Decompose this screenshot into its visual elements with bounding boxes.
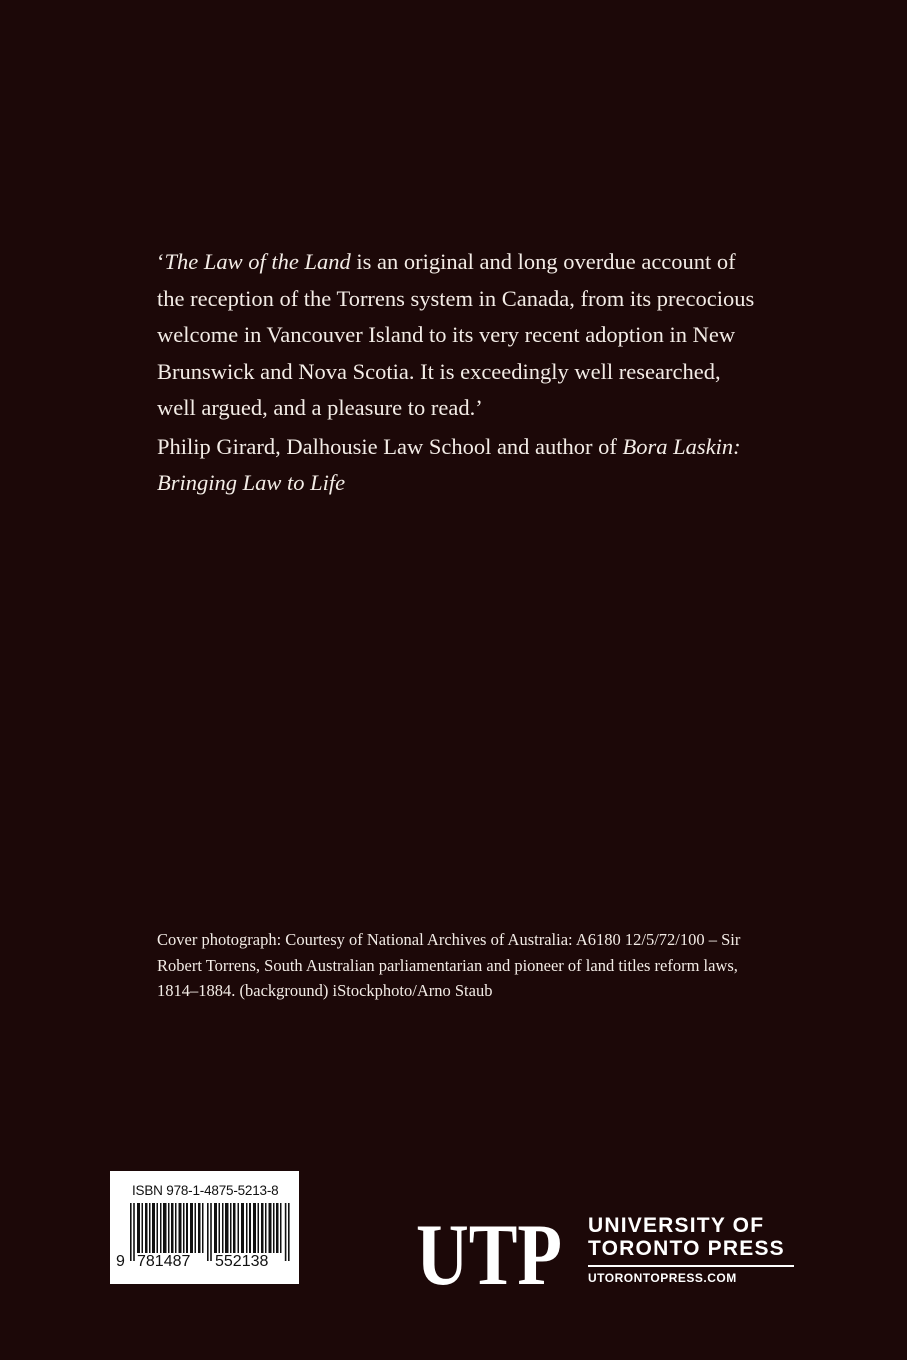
logo-divider	[588, 1265, 794, 1267]
quote-attribution	[157, 429, 757, 502]
isbn-barcode	[110, 1171, 299, 1284]
isbn-label: ISBN 978-1-4875-5213-8	[132, 1183, 279, 1198]
barcode-digit-group-2: 552138	[215, 1253, 269, 1270]
barcode-digit-group-1: 781487	[137, 1253, 191, 1270]
utp-logo-mark	[416, 1207, 566, 1304]
cover-credits: Cover photograph: Courtesy of National Archives of Australia: A6180 12/5/72/100 – Sir Robert Torrens, South Australian parliamentarian and pioneer of land titles reform laws, 1814–1884. (background) iStockphoto/Arno Staub	[157, 930, 741, 1000]
utp-mark-text: UTP	[416, 1207, 562, 1304]
quote-text: is an original and long overdue account of the reception of the Torrens system in Canada, from its precocious welcome in Vancouver Island to its very recent adoption in New Brunswick and Nova Scotia. It is exceedingly well researched, well argued, and a pleasure to read.’	[157, 249, 755, 420]
attribution-work-title: Bora Laskin: Bringing Law to Life	[157, 433, 741, 495]
review-quote-block	[157, 244, 757, 502]
publisher-name-line-1: UNIVERSITY OF	[588, 1214, 765, 1237]
barcode-lead-digit: 9	[116, 1253, 125, 1270]
attribution-text: Philip Girard, Dalhousie Law School and author of	[157, 433, 623, 459]
book-title: The Law of the Land	[164, 249, 351, 274]
publisher-url: UTORONTOPRESS.COM	[588, 1271, 737, 1285]
review-quote	[157, 244, 757, 427]
publisher-logo	[416, 1207, 816, 1304]
quote-open-mark: ‘	[157, 249, 165, 274]
publisher-name-line-2: TORONTO PRESS	[588, 1237, 785, 1260]
